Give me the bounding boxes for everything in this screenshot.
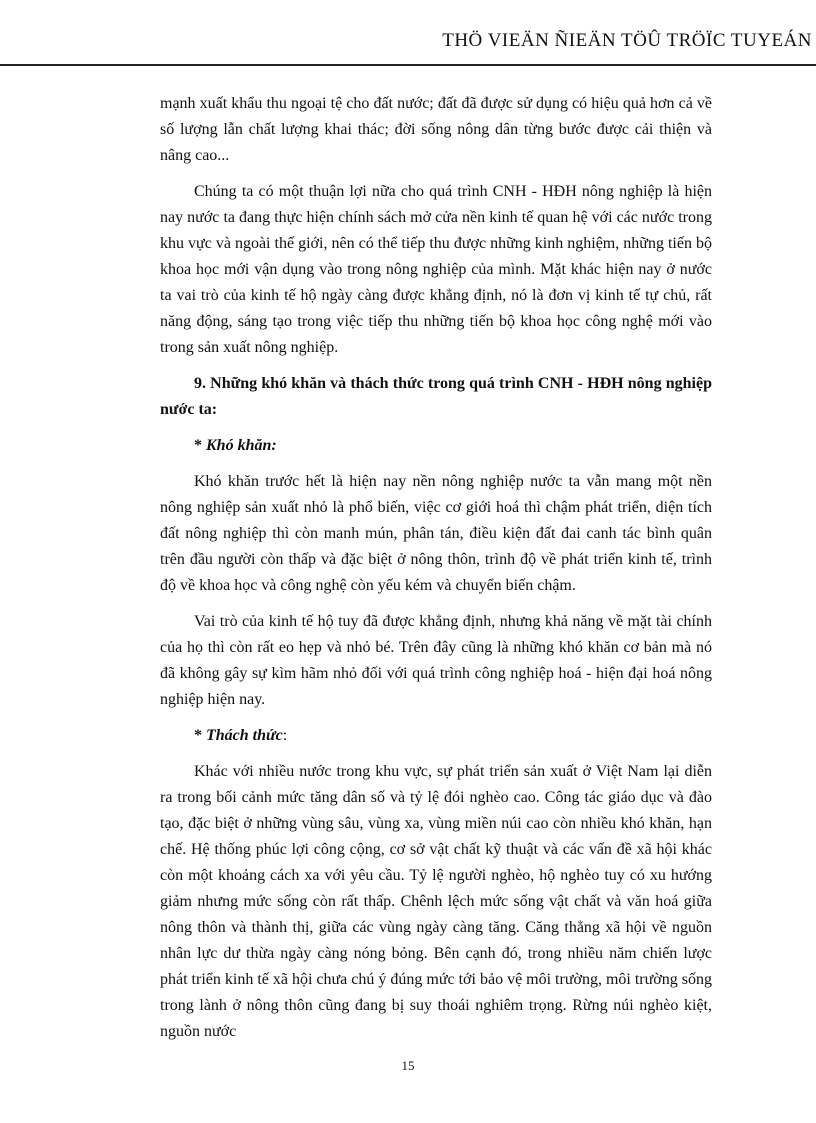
header-rule [0,64,816,66]
subheading-thach-thuc [160,723,712,749]
paragraph-4: Vai trò của kinh tế hộ tuy đã được khẳng định, nhưng khả năng về mặt tài chính của họ thì còn rất eo hẹp và nhỏ bé. Trên đây cũng là những khó khăn cơ bản mà nó đã không gây sự kìm hãm nhỏ đối với quá trình công nghiệp hoá - hiện đại hoá nông nghiệp hiện nay. [160,613,712,708]
section-heading-9: 9. Những khó khăn và thách thức trong quá trình CNH - HĐH nông nghiệp nước ta: [160,375,712,418]
paragraph-1: mạnh xuất khẩu thu ngoại tệ cho đất nước; đất đã được sử dụng có hiệu quả hơn cả về số lượng lẫn chất lượng khai thác; đời sống nông dân từng bước được cải thiện và nâng cao... [160,95,712,164]
subheading-kho-khan [160,433,712,459]
subheading-label: Khó khăn: [206,437,277,454]
page-number: 15 [401,1058,415,1073]
running-header: THÖ VIEÄN ÑIEÄN TÖÛ TRÖÏC TUYEÁN [442,30,812,51]
subheading-colon: : [282,727,288,744]
paragraph-5: Khác với nhiều nước trong khu vực, sự phát triển sản xuất ở Việt Nam lại diễn ra trong bối cảnh mức tăng dân số và tỷ lệ đói nghèo cao. Công tác giáo dục và đào tạo, đặc biệt ở những vùng sâu, vùng xa, vùng miền núi cao còn nhiều khó khăn, hạn chế. Hệ thống phúc lợi công cộng, cơ sở vật chất kỹ thuật và các vấn đề xã hội khác còn một khoảng cách xa với yêu cầu. Tỷ lệ người nghèo, hộ nghèo tuy có xu hướng giảm nhưng mức sống còn rất thấp. Chênh lệch mức sống vật chất và văn hoá giữa nông thôn và thành thị, giữa các vùng ngày càng tăng. Căng thẳng xã hội về nguồn nhân lực dư thừa ngày càng nóng bỏng. Bên cạnh đó, trong nhiều năm chiến lược phát triển kinh tế xã hội chưa chú ý đúng mức tới bảo vệ môi trường, môi trường sống trong lành ở nông thôn cũng đang bị suy thoái nghiêm trọng. Rừng núi nghèo kiệt, nguồn nước [160,763,712,1040]
subheading-bullet: * [194,437,206,454]
page-body [160,91,712,1055]
subheading-label: Thách thức [206,727,283,744]
paragraph-2: Chúng ta có một thuận lợi nữa cho quá trình CNH - HĐH nông nghiệp là hiện nay nước ta đang thực hiện chính sách mở cửa nền kinh tế quan hệ với các nước trong khu vực và ngoài thế giới, nên có thể tiếp thu được những kinh nghiệm, những tiến bộ khoa học mới vận dụng vào trong nông nghiệp của mình. Mặt khác hiện nay ở nước ta vai trò của kinh tế hộ ngày càng được khẳng định, nó là đơn vị kinh tế tự chủ, rất năng động, sáng tạo trong việc tiếp thu những tiến bộ khoa học công nghệ mới vào trong sản xuất nông nghiệp. [160,183,712,356]
paragraph-3: Khó khăn trước hết là hiện nay nền nông nghiệp nước ta vẫn mang một nền nông nghiệp sản xuất nhỏ là phổ biến, việc cơ giới hoá thì chậm phát triển, diện tích đất nông nghiệp thì còn manh mún, phân tán, điều kiện đất đai canh tác bình quân trên đầu người còn thấp và đặc biệt ở nông thôn, trình độ về phát triển kinh tế, trình độ về khoa học và công nghệ còn yếu kém và chuyển biến chậm. [160,473,712,594]
subheading-bullet: * [194,727,206,744]
